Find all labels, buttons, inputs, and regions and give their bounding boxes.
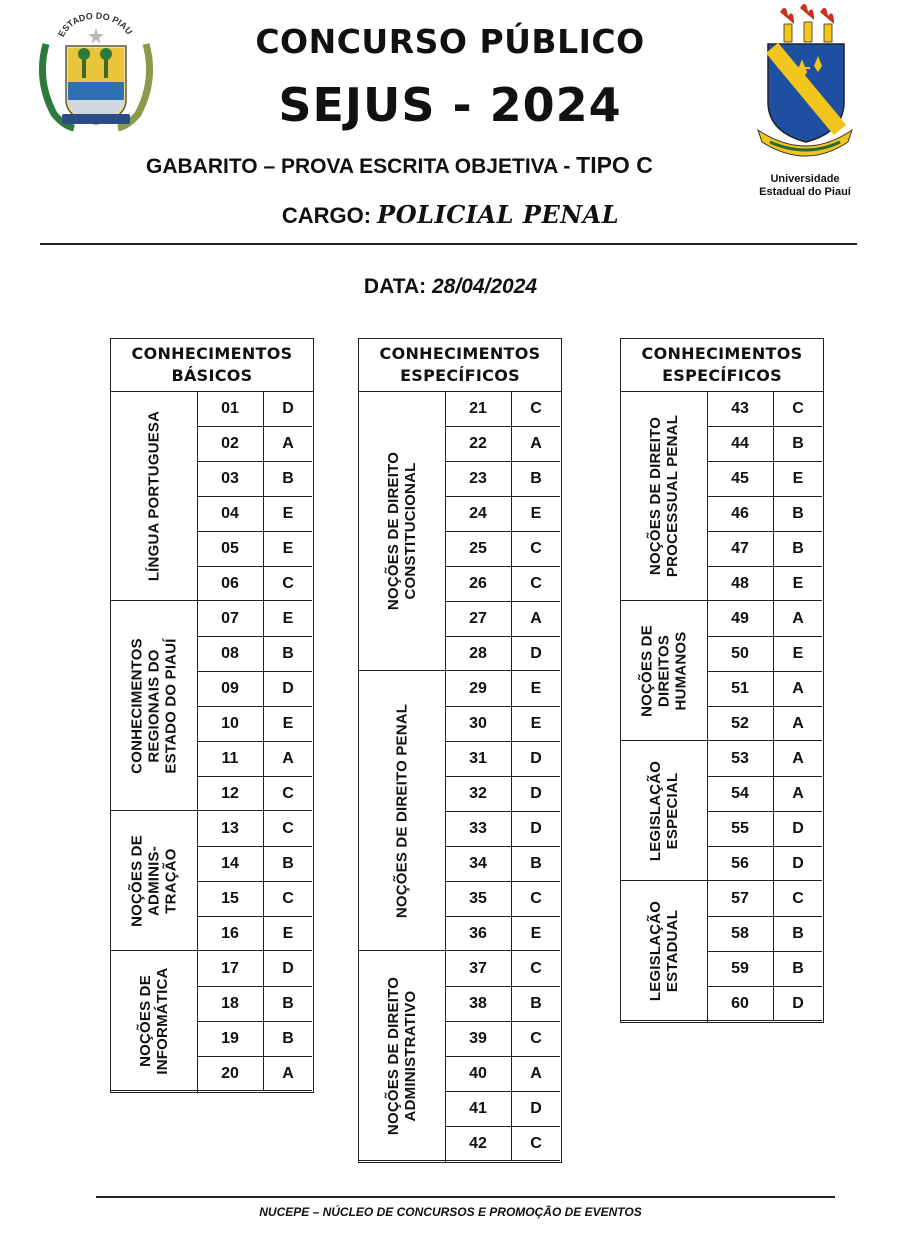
subject-label-line: ESTADO DO PIAUÍ bbox=[162, 637, 180, 774]
answer-letter: A bbox=[530, 435, 542, 452]
question-number: 48 bbox=[707, 567, 774, 601]
answer-row bbox=[445, 951, 560, 986]
column-divider bbox=[197, 391, 198, 1092]
question-number: 13 bbox=[197, 811, 264, 846]
answer-letter: B bbox=[792, 960, 804, 977]
subject-label-line: NOÇÕES DE DIREITO PENAL bbox=[393, 703, 411, 918]
answer-row bbox=[445, 566, 560, 601]
subject-label bbox=[137, 967, 171, 1074]
answer-row bbox=[197, 706, 312, 741]
answer-row bbox=[445, 1056, 560, 1091]
answer-table bbox=[358, 338, 562, 1163]
answer-letter: C bbox=[530, 540, 542, 557]
answer-letter: C bbox=[792, 889, 804, 907]
question-number: 31 bbox=[445, 742, 512, 776]
subject-section bbox=[111, 391, 312, 601]
answer-row bbox=[445, 846, 560, 881]
answer-letter: B bbox=[282, 995, 294, 1012]
exam-date bbox=[0, 275, 901, 299]
question-number: 40 bbox=[445, 1057, 512, 1091]
answer-row bbox=[197, 1021, 312, 1056]
answer-row bbox=[445, 811, 560, 846]
answer-letter: E bbox=[530, 715, 542, 732]
answer-letter: D bbox=[282, 680, 294, 697]
question-number: 51 bbox=[707, 672, 774, 706]
question-number: 20 bbox=[197, 1057, 264, 1091]
table-header-line: ESPECÍFICOS bbox=[662, 366, 782, 385]
question-number: 30 bbox=[445, 707, 512, 741]
answer-letter: D bbox=[530, 1100, 542, 1117]
answer-row bbox=[707, 706, 822, 741]
answer-row bbox=[445, 1021, 560, 1056]
subject-label-line: ADMINISTRATIVO bbox=[402, 990, 419, 1121]
answer-row bbox=[197, 776, 312, 811]
question-number: 45 bbox=[707, 462, 774, 496]
answer-letter: E bbox=[792, 575, 804, 592]
table-header-line: CONHECIMENTOS bbox=[641, 344, 803, 363]
answer-row bbox=[445, 986, 560, 1021]
table-header-line: CONHECIMENTOS bbox=[379, 344, 541, 363]
question-number: 36 bbox=[445, 917, 512, 951]
question-number: 12 bbox=[197, 777, 264, 811]
answer-row bbox=[707, 601, 822, 636]
seal-arc-text: ESTADO DO PIAU bbox=[56, 10, 135, 39]
answer-row bbox=[445, 916, 560, 951]
question-number: 35 bbox=[445, 882, 512, 916]
cargo-line bbox=[0, 200, 901, 229]
answer-row bbox=[197, 496, 312, 531]
question-number: 29 bbox=[445, 671, 512, 706]
answer-row bbox=[197, 916, 312, 951]
column-divider bbox=[707, 391, 708, 1022]
answer-row bbox=[707, 811, 822, 846]
question-number: 47 bbox=[707, 532, 774, 566]
question-number: 38 bbox=[445, 987, 512, 1021]
answer-row bbox=[707, 776, 822, 811]
subject-section bbox=[359, 391, 560, 671]
subject-section bbox=[621, 601, 822, 741]
answer-letter: E bbox=[530, 505, 542, 522]
subject-label bbox=[385, 976, 419, 1134]
question-number: 14 bbox=[197, 847, 264, 881]
question-number: 03 bbox=[197, 462, 264, 496]
answer-letter: B bbox=[282, 1030, 294, 1047]
answer-row bbox=[445, 1091, 560, 1126]
subject-label bbox=[639, 625, 690, 717]
answer-row bbox=[707, 426, 822, 461]
answer-row bbox=[445, 461, 560, 496]
answer-letter: E bbox=[282, 715, 294, 732]
answer-letter: D bbox=[792, 855, 804, 872]
answer-row bbox=[197, 531, 312, 566]
table-header-line: ESPECÍFICOS bbox=[400, 366, 520, 385]
question-number: 54 bbox=[707, 777, 774, 811]
subject-section bbox=[359, 951, 560, 1161]
answer-letter: A bbox=[282, 1065, 294, 1082]
answer-letter: D bbox=[530, 820, 542, 837]
answer-letter: B bbox=[792, 505, 804, 522]
answer-letter: C bbox=[530, 1030, 542, 1047]
answer-letter: B bbox=[530, 855, 542, 872]
university-name bbox=[742, 173, 868, 199]
answer-row bbox=[707, 916, 822, 951]
answer-row bbox=[445, 881, 560, 916]
answer-letter: E bbox=[282, 505, 294, 522]
subject-section bbox=[111, 601, 312, 811]
question-number: 02 bbox=[197, 427, 264, 461]
subject-section bbox=[111, 951, 312, 1091]
answer-row bbox=[197, 1056, 312, 1091]
question-number: 59 bbox=[707, 952, 774, 986]
subject-label-line: LÍNGUA PORTUGUESA bbox=[145, 410, 163, 581]
subject-section bbox=[621, 391, 822, 601]
subject-label bbox=[647, 900, 681, 1000]
question-number: 25 bbox=[445, 532, 512, 566]
subject-section bbox=[621, 741, 822, 881]
subject-label-line: ESPECIAL bbox=[664, 772, 681, 849]
subject-label-line: NOÇÕES DE bbox=[137, 974, 154, 1067]
subject-label-line: LEGISLAÇÃO bbox=[647, 760, 664, 861]
question-number: 37 bbox=[445, 951, 512, 986]
question-number: 55 bbox=[707, 812, 774, 846]
subtitle-main: GABARITO – PROVA ESCRITA OBJETIVA - bbox=[146, 155, 577, 178]
answer-row bbox=[707, 671, 822, 706]
university-name-line2: Estadual do Piauí bbox=[759, 186, 851, 198]
answer-row bbox=[445, 1126, 560, 1161]
column-divider bbox=[445, 391, 446, 1162]
subject-label-line: HUMANOS bbox=[672, 631, 690, 710]
answer-row bbox=[197, 426, 312, 461]
subject-label-line: CONSTITUCIONAL bbox=[402, 462, 419, 599]
subject-section bbox=[111, 811, 312, 951]
subject-label-line: PROCESSUAL PENAL bbox=[664, 414, 681, 577]
answer-row bbox=[707, 741, 822, 776]
question-number: 26 bbox=[445, 567, 512, 601]
table-header bbox=[111, 339, 313, 392]
question-number: 42 bbox=[445, 1127, 512, 1161]
question-number: 10 bbox=[197, 707, 264, 741]
subject-label bbox=[129, 835, 180, 927]
header-divider bbox=[40, 243, 857, 245]
answer-letter: D bbox=[530, 785, 542, 802]
answer-letter: B bbox=[530, 470, 542, 487]
subject-label bbox=[394, 703, 411, 917]
question-number: 32 bbox=[445, 777, 512, 811]
answer-row bbox=[197, 461, 312, 496]
answer-letter: D bbox=[530, 645, 542, 662]
question-number: 28 bbox=[445, 637, 512, 671]
question-number: 17 bbox=[197, 951, 264, 986]
answer-row bbox=[445, 671, 560, 706]
answer-row bbox=[707, 636, 822, 671]
subject-label bbox=[647, 760, 681, 860]
question-number: 41 bbox=[445, 1092, 512, 1126]
question-number: 52 bbox=[707, 707, 774, 741]
question-number: 50 bbox=[707, 637, 774, 671]
subject-label-line: CONHECIMENTOS bbox=[128, 637, 146, 774]
question-number: 09 bbox=[197, 672, 264, 706]
subject-label-line: REGIONAIS DO bbox=[145, 648, 163, 763]
question-number: 34 bbox=[445, 847, 512, 881]
title-line1: CONCURSO PÚBLICO bbox=[255, 22, 645, 61]
table-header bbox=[359, 339, 561, 392]
answer-letter: B bbox=[282, 645, 294, 662]
answer-letter: C bbox=[530, 1135, 542, 1152]
answer-letter: A bbox=[792, 609, 804, 627]
question-number: 56 bbox=[707, 847, 774, 881]
answer-letter: E bbox=[530, 679, 542, 697]
answer-row bbox=[445, 496, 560, 531]
answer-letter: E bbox=[282, 540, 294, 557]
answer-letter: B bbox=[530, 995, 542, 1012]
answer-row bbox=[707, 496, 822, 531]
question-number: 24 bbox=[445, 497, 512, 531]
answer-row bbox=[707, 531, 822, 566]
question-number: 53 bbox=[707, 741, 774, 776]
question-number: 27 bbox=[445, 602, 512, 636]
question-number: 23 bbox=[445, 462, 512, 496]
date-label: DATA: bbox=[363, 275, 432, 298]
question-number: 46 bbox=[707, 497, 774, 531]
answer-letter: E bbox=[792, 645, 804, 662]
answer-letter: D bbox=[282, 399, 294, 417]
piaui-state-seal-logo bbox=[34, 10, 158, 142]
answer-row bbox=[707, 846, 822, 881]
answer-row bbox=[707, 566, 822, 601]
answer-letter: B bbox=[282, 855, 294, 872]
question-number: 60 bbox=[707, 987, 774, 1021]
answer-row bbox=[197, 601, 312, 636]
answer-row bbox=[707, 391, 822, 426]
question-number: 01 bbox=[197, 391, 264, 426]
subtitle-type: TIPO C bbox=[576, 152, 653, 178]
answer-letter: C bbox=[530, 575, 542, 592]
answer-table bbox=[110, 338, 314, 1093]
table-header bbox=[621, 339, 823, 392]
question-number: 57 bbox=[707, 881, 774, 916]
answer-letter: A bbox=[792, 749, 804, 767]
question-number: 44 bbox=[707, 427, 774, 461]
table-header-line: BÁSICOS bbox=[171, 366, 253, 385]
answer-letter: C bbox=[282, 575, 294, 592]
answer-letter: C bbox=[282, 785, 294, 802]
answer-letter: A bbox=[792, 680, 804, 697]
answer-letter: C bbox=[530, 959, 542, 977]
question-number: 33 bbox=[445, 812, 512, 846]
answer-row bbox=[197, 811, 312, 846]
question-number: 04 bbox=[197, 497, 264, 531]
answer-letter: D bbox=[530, 750, 542, 767]
answer-row bbox=[707, 951, 822, 986]
question-number: 16 bbox=[197, 917, 264, 951]
answer-letter: B bbox=[792, 925, 804, 942]
uespi-crest-logo bbox=[750, 2, 860, 170]
subject-section bbox=[621, 881, 822, 1021]
subject-label bbox=[647, 414, 681, 576]
answer-letter: A bbox=[282, 750, 294, 767]
answer-letter: E bbox=[792, 470, 804, 487]
answer-letter: A bbox=[792, 715, 804, 732]
subject-label-line: NOÇÕES DE bbox=[128, 834, 146, 927]
answer-row bbox=[707, 461, 822, 496]
subject-label-line: LEGISLAÇÃO bbox=[647, 900, 664, 1001]
footer-text: NUCEPE – NÚCLEO DE CONCURSOS E PROMOÇÃO DE EVENTOS bbox=[259, 1205, 642, 1219]
answer-letter: A bbox=[530, 1065, 542, 1082]
answer-row bbox=[197, 391, 312, 426]
answer-letter: E bbox=[530, 925, 542, 942]
answer-key-subtitle bbox=[146, 152, 653, 179]
subject-label-line: NOÇÕES DE DIREITO bbox=[385, 451, 402, 610]
answer-letter: C bbox=[282, 890, 294, 907]
answer-row bbox=[197, 671, 312, 706]
question-number: 49 bbox=[707, 601, 774, 636]
subject-label-line: TRAÇÃO bbox=[162, 847, 180, 914]
answer-letter: C bbox=[792, 399, 804, 417]
question-number: 19 bbox=[197, 1022, 264, 1056]
question-number: 15 bbox=[197, 882, 264, 916]
university-name-line1: Universidade bbox=[770, 173, 840, 185]
subject-label-line: NOÇÕES DE DIREITO bbox=[385, 976, 402, 1135]
answer-letter: B bbox=[792, 540, 804, 557]
answer-letter: D bbox=[792, 995, 804, 1012]
answer-row bbox=[197, 881, 312, 916]
subject-label-line: INFORMÁTICA bbox=[154, 966, 171, 1075]
answer-letter: B bbox=[282, 470, 294, 487]
answer-row bbox=[445, 706, 560, 741]
answer-row bbox=[445, 741, 560, 776]
answer-row bbox=[445, 776, 560, 811]
answer-letter: D bbox=[792, 820, 804, 837]
answer-row bbox=[197, 741, 312, 776]
footer-divider bbox=[96, 1196, 835, 1198]
answer-row bbox=[445, 601, 560, 636]
title-line2: SEJUS - 2024 bbox=[278, 78, 622, 132]
question-number: 08 bbox=[197, 637, 264, 671]
answer-row bbox=[707, 986, 822, 1021]
answer-letter: A bbox=[530, 610, 542, 627]
answer-letter: C bbox=[282, 819, 294, 837]
cargo-label: CARGO: bbox=[281, 203, 378, 228]
question-number: 11 bbox=[197, 742, 264, 776]
subject-label-line: ESTADUAL bbox=[664, 909, 681, 992]
subject-section bbox=[359, 671, 560, 951]
subject-label bbox=[385, 451, 419, 609]
date-value: 28/04/2024 bbox=[431, 275, 538, 298]
question-number: 07 bbox=[197, 601, 264, 636]
svg-text:ESTADO DO PIAUÍ bbox=[34, 10, 134, 38]
answer-letter: E bbox=[282, 925, 294, 942]
answer-table bbox=[620, 338, 824, 1023]
answer-row bbox=[197, 951, 312, 986]
cargo-value: POLICIAL PENAL bbox=[377, 200, 620, 229]
table-header-line: CONHECIMENTOS bbox=[131, 344, 293, 363]
answer-letter: A bbox=[792, 785, 804, 802]
subject-label-line: NOÇÕES DE DIREITO bbox=[647, 416, 664, 575]
answer-row bbox=[197, 566, 312, 601]
answer-row bbox=[197, 636, 312, 671]
question-number: 22 bbox=[445, 427, 512, 461]
question-number: 18 bbox=[197, 987, 264, 1021]
answer-row bbox=[445, 426, 560, 461]
question-number: 21 bbox=[445, 391, 512, 426]
answer-letter: B bbox=[792, 435, 804, 452]
answer-row bbox=[445, 636, 560, 671]
answer-row bbox=[197, 986, 312, 1021]
answer-letter: E bbox=[282, 609, 294, 627]
subject-label-line: ADMINIS- bbox=[145, 845, 163, 916]
answer-row bbox=[707, 881, 822, 916]
answer-row bbox=[445, 531, 560, 566]
question-number: 39 bbox=[445, 1022, 512, 1056]
subject-label-line: NOÇÕES DE bbox=[638, 624, 656, 717]
answer-letter: A bbox=[282, 435, 294, 452]
question-number: 58 bbox=[707, 917, 774, 951]
answer-row bbox=[197, 846, 312, 881]
subject-label bbox=[129, 638, 180, 774]
answer-letter: C bbox=[530, 399, 542, 417]
question-number: 06 bbox=[197, 567, 264, 601]
answer-letter: C bbox=[530, 890, 542, 907]
subject-label bbox=[146, 410, 163, 580]
subject-label-line: DIREITOS bbox=[655, 634, 673, 707]
question-number: 43 bbox=[707, 391, 774, 426]
question-number: 05 bbox=[197, 532, 264, 566]
answer-letter: D bbox=[282, 959, 294, 977]
answer-row bbox=[445, 391, 560, 426]
